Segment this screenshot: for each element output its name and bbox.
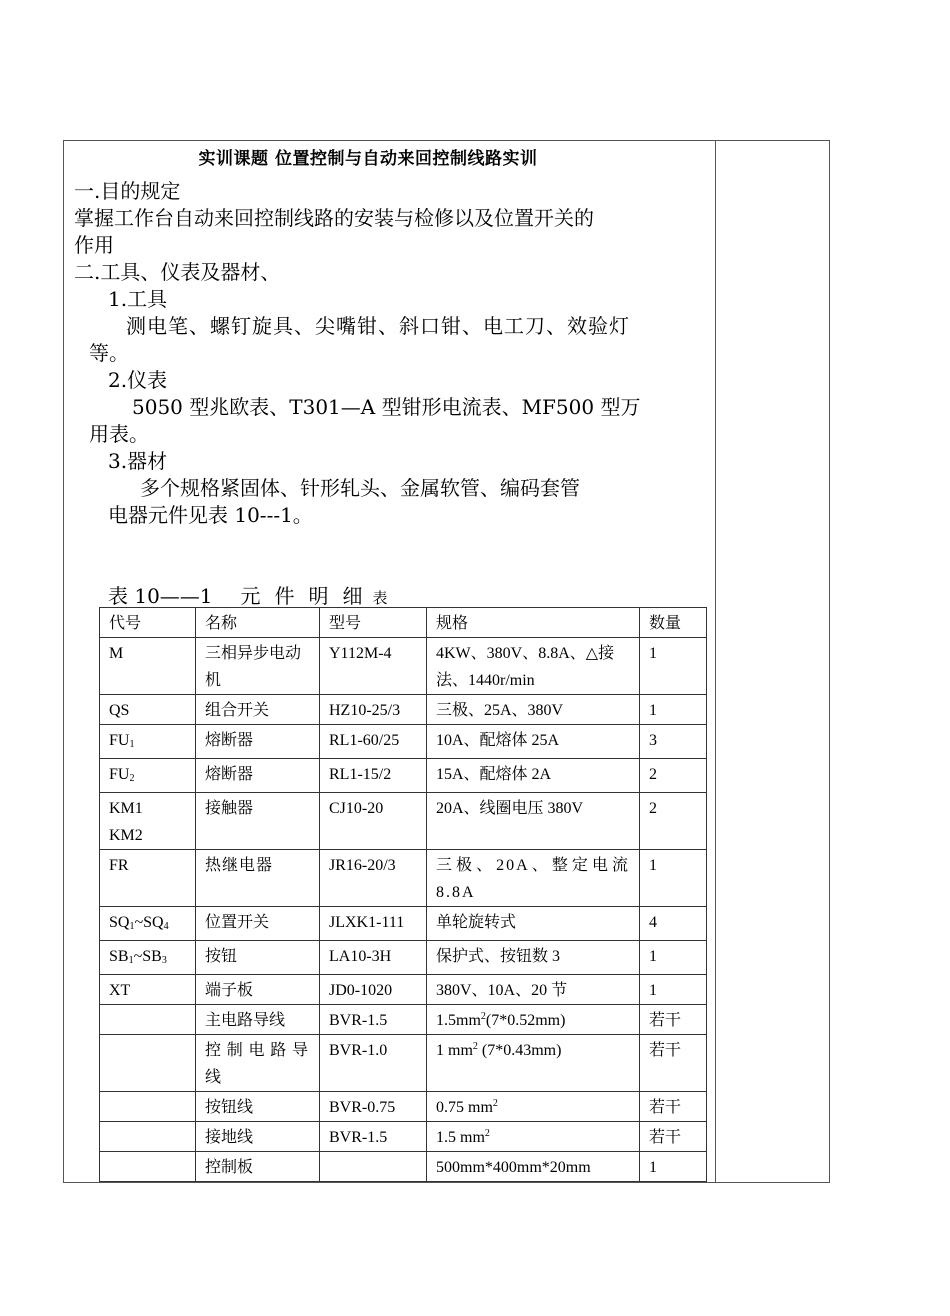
cell-spec: 15A、配熔体 2A [427, 759, 640, 793]
cell-name: 按钮线 [196, 1092, 320, 1122]
page-title: 实训课题 位置控制与自动来回控制线路实训 [198, 149, 538, 169]
table-row [100, 1092, 707, 1122]
code-line: KM2 [109, 827, 143, 844]
cell-spec [427, 1005, 640, 1035]
column-divider [715, 140, 716, 1183]
cell-qty: 1 [640, 975, 707, 1005]
table-row [100, 1035, 707, 1092]
caption-suffix: 表 [372, 589, 388, 607]
table-row [100, 1005, 707, 1035]
spec-part: 0.75 mm [436, 1099, 493, 1116]
table-row [100, 1122, 707, 1152]
code-part: SQ [109, 914, 130, 931]
cell-spec: 20A、线圈电压 380V [427, 793, 640, 850]
cell-model: BVR-1.5 [320, 1122, 427, 1152]
body-line: 等。 [89, 341, 129, 365]
table-header-row [100, 608, 707, 638]
cell-qty: 若干 [640, 1035, 707, 1092]
parts-table [99, 607, 707, 1182]
spec-part: 1 mm [436, 1042, 473, 1059]
cell-code [100, 1005, 196, 1035]
code-sub: 2 [129, 773, 135, 784]
cell-qty: 1 [640, 850, 707, 907]
cell-name: 位置开关 [196, 907, 320, 941]
code-sub: 1 [129, 739, 135, 750]
header-cell: 代号 [100, 608, 196, 638]
code-sub: 3 [161, 955, 167, 966]
code-sub: 1 [128, 955, 134, 966]
spec-sup: 2 [484, 1128, 490, 1139]
cell-name: 接触器 [196, 793, 320, 850]
cell-name: 控制电路导线 [196, 1035, 320, 1092]
table-row [100, 759, 707, 793]
code-part: ~SB [133, 948, 162, 965]
cell-name: 端子板 [196, 975, 320, 1005]
body-line: 用表。 [89, 422, 149, 446]
subheading-tools: 1.工具 [108, 287, 168, 311]
cell-code [100, 759, 196, 793]
cell-qty: 若干 [640, 1005, 707, 1035]
cell-spec: 380V、10A、20 节 [427, 975, 640, 1005]
cell-code [100, 1152, 196, 1182]
cell-model: JD0-1020 [320, 975, 427, 1005]
body-line: 作用 [74, 233, 114, 257]
cell-qty: 若干 [640, 1092, 707, 1122]
table-row [100, 725, 707, 759]
code-part: ~SQ [134, 914, 164, 931]
body-line: 掌握工作台自动来回控制线路的安装与检修以及位置开关的 [74, 206, 594, 230]
cell-qty: 1 [640, 1152, 707, 1182]
cell-spec: 单轮旋转式 [427, 907, 640, 941]
cell-spec: 三极、20A、整定电流 8.8A [427, 850, 640, 907]
table-row [100, 850, 707, 907]
code-sub: 1 [129, 921, 135, 932]
body-line: 5050 型兆欧表、T301—A 型钳形电流表、MF500 型万 [132, 395, 641, 419]
table-row [100, 907, 707, 941]
cell-code: FR [100, 850, 196, 907]
cell-code: XT [100, 975, 196, 1005]
cell-spec: 10A、配熔体 25A [427, 725, 640, 759]
spec-part: 1.5 mm [436, 1129, 485, 1146]
cell-name: 按钮 [196, 941, 320, 975]
code-main: FU [109, 732, 130, 749]
table-row [100, 941, 707, 975]
cell-spec: 三极、25A、380V [427, 695, 640, 725]
caption-spaced: 元件明细 [240, 584, 377, 608]
section-heading-tools: 二.工具、仪表及器材、 [74, 260, 281, 284]
cell-name: 三相异步电动机 [196, 638, 320, 695]
body-line: 多个规格紧固体、针形轧头、金属软管、编码套管 [140, 476, 580, 500]
cell-name: 控制板 [196, 1152, 320, 1182]
cell-code [100, 1122, 196, 1152]
cell-name: 组合开关 [196, 695, 320, 725]
cell-qty: 若干 [640, 1122, 707, 1152]
spec-sup: 2 [472, 1041, 478, 1052]
cell-code [100, 725, 196, 759]
cell-model: RL1-15/2 [320, 759, 427, 793]
cell-model: HZ10-25/3 [320, 695, 427, 725]
spec-part: 1.5mm [436, 1012, 481, 1029]
cell-model: Y112M-4 [320, 638, 427, 695]
cell-spec: 500mm*400mm*20mm [427, 1152, 640, 1182]
cell-qty: 1 [640, 638, 707, 695]
code-sub: 4 [163, 921, 169, 932]
cell-spec: 4KW、380V、8.8A、△接法、1440r/min [427, 638, 640, 695]
cell-qty: 2 [640, 759, 707, 793]
subheading-meters: 2.仪表 [108, 368, 168, 392]
table-row [100, 695, 707, 725]
header-cell: 数量 [640, 608, 707, 638]
cell-spec [427, 1122, 640, 1152]
cell-code [100, 1092, 196, 1122]
cell-code: QS [100, 695, 196, 725]
cell-name: 热继电器 [196, 850, 320, 907]
spec-sup: 2 [492, 1098, 498, 1109]
cell-code [100, 1035, 196, 1092]
cell-model: BVR-1.5 [320, 1005, 427, 1035]
table-row [100, 1152, 707, 1182]
cell-model: JR16-20/3 [320, 850, 427, 907]
cell-name: 熔断器 [196, 759, 320, 793]
cell-model: LA10-3H [320, 941, 427, 975]
code-main: FU [109, 766, 130, 783]
cell-qty: 1 [640, 941, 707, 975]
body-line: 电器元件见表 10---1。 [108, 503, 313, 527]
code-line: KM1 [109, 800, 143, 817]
spec-part: (7*0.43mm) [477, 1042, 562, 1059]
body-line: 测电笔、螺钉旋具、尖嘴钳、斜口钳、电工刀、效验灯 [126, 314, 630, 338]
cell-name: 主电路导线 [196, 1005, 320, 1035]
spec-sup: 2 [480, 1011, 486, 1022]
table-row [100, 793, 707, 850]
section-heading-purpose: 一.目的规定 [74, 179, 181, 203]
spec-part: (7*0.52mm) [485, 1012, 566, 1029]
code-part: SB [109, 948, 129, 965]
cell-name: 熔断器 [196, 725, 320, 759]
caption-prefix: 表 10——1 [108, 584, 213, 608]
table-caption [108, 580, 388, 609]
cell-name: 接地线 [196, 1122, 320, 1152]
header-cell: 规格 [427, 608, 640, 638]
cell-qty: 3 [640, 725, 707, 759]
cell-spec: 保护式、按钮数 3 [427, 941, 640, 975]
cell-model: BVR-1.0 [320, 1035, 427, 1092]
cell-spec [427, 1035, 640, 1092]
cell-qty: 4 [640, 907, 707, 941]
cell-code [100, 793, 196, 850]
cell-qty: 1 [640, 695, 707, 725]
cell-model [320, 1152, 427, 1182]
cell-model: CJ10-20 [320, 793, 427, 850]
cell-model: JLXK1-111 [320, 907, 427, 941]
cell-model: BVR-0.75 [320, 1092, 427, 1122]
table-row [100, 638, 707, 695]
cell-code [100, 941, 196, 975]
cell-code [100, 907, 196, 941]
header-cell: 型号 [320, 608, 427, 638]
cell-qty: 2 [640, 793, 707, 850]
header-cell: 名称 [196, 608, 320, 638]
cell-model: RL1-60/25 [320, 725, 427, 759]
subheading-materials: 3.器材 [108, 449, 168, 473]
cell-code: M [100, 638, 196, 695]
cell-spec [427, 1092, 640, 1122]
table-row [100, 975, 707, 1005]
